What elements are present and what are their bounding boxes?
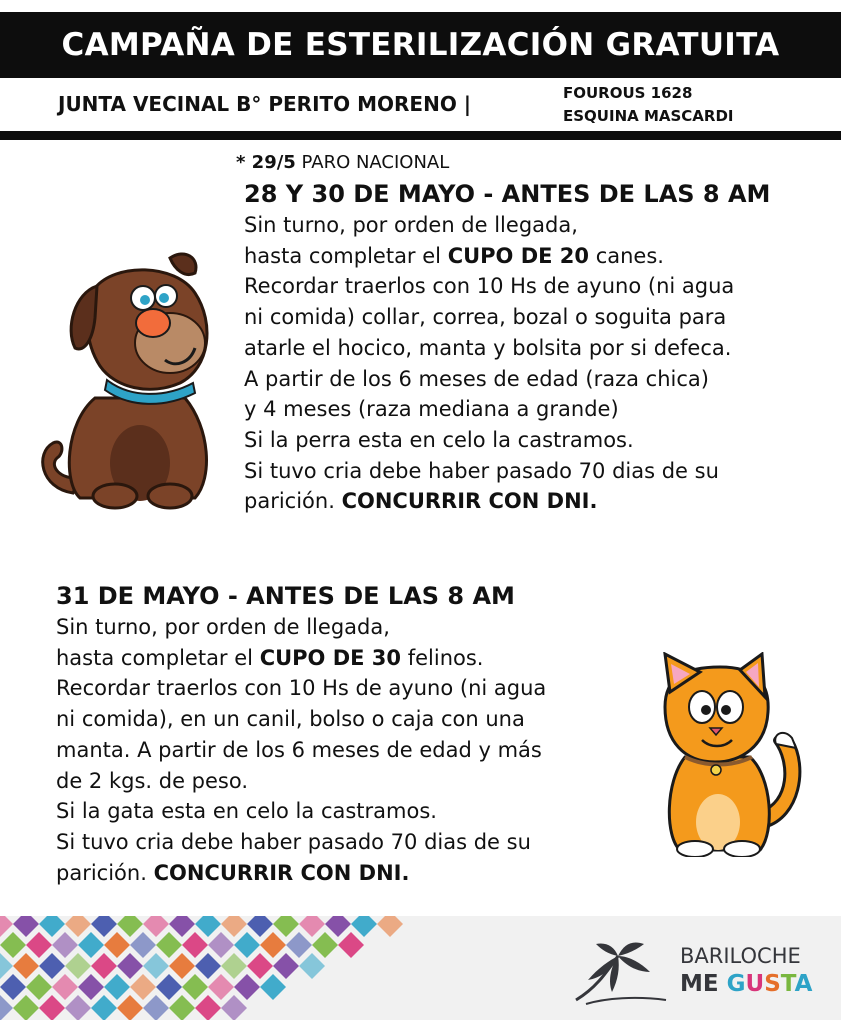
mosaic-tile <box>143 953 169 979</box>
mosaic-tile <box>0 916 13 937</box>
address-line-2: ESQUINA MASCARDI <box>563 107 734 125</box>
mosaic-tile <box>299 916 325 937</box>
mosaic-tile <box>117 995 143 1020</box>
mosaic-tile <box>156 974 182 1000</box>
dog-line-10 <box>244 486 770 517</box>
mosaic-tile <box>104 932 130 958</box>
mosaic-tile <box>156 932 182 958</box>
mosaic-tile <box>247 953 273 979</box>
mosaic-tile <box>351 916 377 937</box>
mosaic-tile <box>39 916 65 937</box>
dog-line-6: A partir de los 6 meses de edad (raza chica) <box>244 366 709 391</box>
mosaic-tile <box>273 916 299 937</box>
note-date: * 29/5 <box>236 152 296 173</box>
campaign-title: CAMPAÑA DE ESTERILIZACIÓN GRATUITA <box>61 27 780 63</box>
mosaic-tile <box>195 995 221 1020</box>
mosaic-tile <box>130 974 156 1000</box>
brand-letter-t: T <box>780 971 795 997</box>
cat-line-7: Si la gata esta en celo la castramos. <box>56 799 437 824</box>
dog-line-4: ni comida) collar, correa, bozal o soguita para <box>244 305 727 330</box>
mosaic-tile <box>0 932 26 958</box>
address-line-1: FOUROUS 1628 <box>563 84 693 102</box>
cat-line-2-post: felinos. <box>401 645 484 670</box>
mosaic-tile <box>182 932 208 958</box>
mosaic-tile <box>117 916 143 937</box>
cat-line-5: manta. A partir de los 6 meses de edad y más <box>56 737 542 762</box>
mosaic-tile <box>0 974 26 1000</box>
note-text: PARO NACIONAL <box>295 152 450 173</box>
brand-letter-u: U <box>745 971 765 997</box>
cat-illustration <box>640 652 805 857</box>
junta-name: JUNTA VECINAL B° PERITO MORENO | <box>58 92 472 116</box>
mosaic-tile <box>0 995 13 1020</box>
address <box>563 82 734 128</box>
brand-letter-a: A <box>794 971 813 997</box>
dog-line-7: y 4 meses (raza mediana a grande) <box>244 397 619 422</box>
cat-info-block <box>56 580 546 888</box>
mosaic-tile <box>260 932 286 958</box>
mosaic-tile <box>338 932 364 958</box>
dog-line-9: Si tuvo cria debe haber pasado 70 dias de su <box>244 458 719 483</box>
mosaic-tile <box>143 995 169 1020</box>
mosaic-tile <box>377 916 403 937</box>
mosaic-tile <box>221 916 247 937</box>
mosaic-tile <box>26 974 52 1000</box>
mosaic-tile <box>221 953 247 979</box>
strike-note <box>236 152 449 173</box>
mosaic-tile <box>91 916 117 937</box>
mosaic-tile <box>104 974 130 1000</box>
mosaic-tile <box>39 953 65 979</box>
divider <box>0 131 841 140</box>
dog-line-2 <box>244 241 770 272</box>
color-mosaic <box>0 916 420 1020</box>
mosaic-tile <box>78 932 104 958</box>
dog-quota: CUPO DE 20 <box>447 243 590 268</box>
bariloche-brand <box>680 942 812 998</box>
mosaic-tile <box>286 932 312 958</box>
brand-letter-g: G <box>726 971 746 997</box>
cat-line-9 <box>56 858 546 889</box>
mosaic-tile <box>234 932 260 958</box>
cat-line-3: Recordar traerlos con 10 Hs de ayuno (ni agua <box>56 676 547 701</box>
campaign-title-bar <box>0 12 841 78</box>
cat-line-9-pre: parición. <box>56 860 154 885</box>
dog-line-3: Recordar traerlos con 10 Hs de ayuno (ni agua <box>244 274 735 299</box>
cat-line-6: de 2 kgs. de peso. <box>56 768 249 793</box>
mosaic-tile <box>299 953 325 979</box>
dog-line-1: Sin turno, por orden de llegada, <box>244 213 578 237</box>
dog-info-block <box>244 178 770 517</box>
mosaic-tile <box>247 916 273 937</box>
mosaic-tile <box>78 974 104 1000</box>
mosaic-tile <box>234 974 260 1000</box>
mosaic-tile <box>325 916 351 937</box>
mosaic-tile <box>52 974 78 1000</box>
mosaic-tile <box>208 974 234 1000</box>
mosaic-tile <box>65 995 91 1020</box>
mosaic-tile <box>273 953 299 979</box>
mosaic-tile <box>91 953 117 979</box>
mosaic-tile <box>52 932 78 958</box>
dog-illustration <box>35 248 220 513</box>
dog-dni-note: CONCURRIR CON DNI. <box>341 489 598 514</box>
mosaic-tile <box>169 953 195 979</box>
mosaic-tile <box>312 932 338 958</box>
mosaic-tile <box>26 932 52 958</box>
mosaic-tile <box>39 995 65 1020</box>
cat-line-4: ni comida), en un canil, bolso o caja con una <box>56 707 525 732</box>
mosaic-tile <box>13 953 39 979</box>
mosaic-tile <box>130 932 156 958</box>
mosaic-tile <box>195 953 221 979</box>
dog-date-title: 28 Y 30 DE MAYO - ANTES DE LAS 8 AM <box>244 180 771 208</box>
dog-line-5: atarle el hocico, manta y bolsita por si defeca. <box>244 335 732 360</box>
cat-quota: CUPO DE 30 <box>259 645 402 670</box>
mosaic-tile <box>143 916 169 937</box>
mosaic-tile <box>13 995 39 1020</box>
brand-me: ME <box>680 971 727 997</box>
mosaic-tile <box>117 953 143 979</box>
cat-date-title: 31 DE MAYO - ANTES DE LAS 8 AM <box>56 582 515 610</box>
mosaic-tile <box>65 916 91 937</box>
mosaic-tile <box>208 932 234 958</box>
cat-line-2-pre: hasta completar el <box>56 645 260 670</box>
brand-line-1: BARILOCHE <box>680 944 801 968</box>
mosaic-tile <box>260 974 286 1000</box>
mosaic-tile <box>65 953 91 979</box>
brand-line-2 <box>680 970 812 998</box>
mosaic-tile <box>91 995 117 1020</box>
cat-line-8: Si tuvo cria debe haber pasado 70 dias de su <box>56 829 531 854</box>
dog-line-10-pre: parición. <box>244 489 342 514</box>
cat-line-1: Sin turno, por orden de llegada, <box>56 615 390 639</box>
cat-dni-note: CONCURRIR CON DNI. <box>153 860 410 885</box>
mosaic-tile <box>182 974 208 1000</box>
dog-line-2-pre: hasta completar el <box>244 243 448 268</box>
mosaic-tile <box>221 995 247 1020</box>
dog-line-2-post: canes. <box>589 243 664 268</box>
bariloche-flower-icon <box>566 938 671 1008</box>
mosaic-tile <box>169 995 195 1020</box>
mosaic-tile <box>13 916 39 937</box>
mosaic-tile <box>195 916 221 937</box>
mosaic-tile <box>0 953 13 979</box>
dog-line-8: Si la perra esta en celo la castramos. <box>244 427 634 452</box>
cat-line-2 <box>56 643 546 674</box>
mosaic-tile <box>169 916 195 937</box>
brand-letter-s: S <box>764 971 781 997</box>
location-bar <box>0 80 841 132</box>
